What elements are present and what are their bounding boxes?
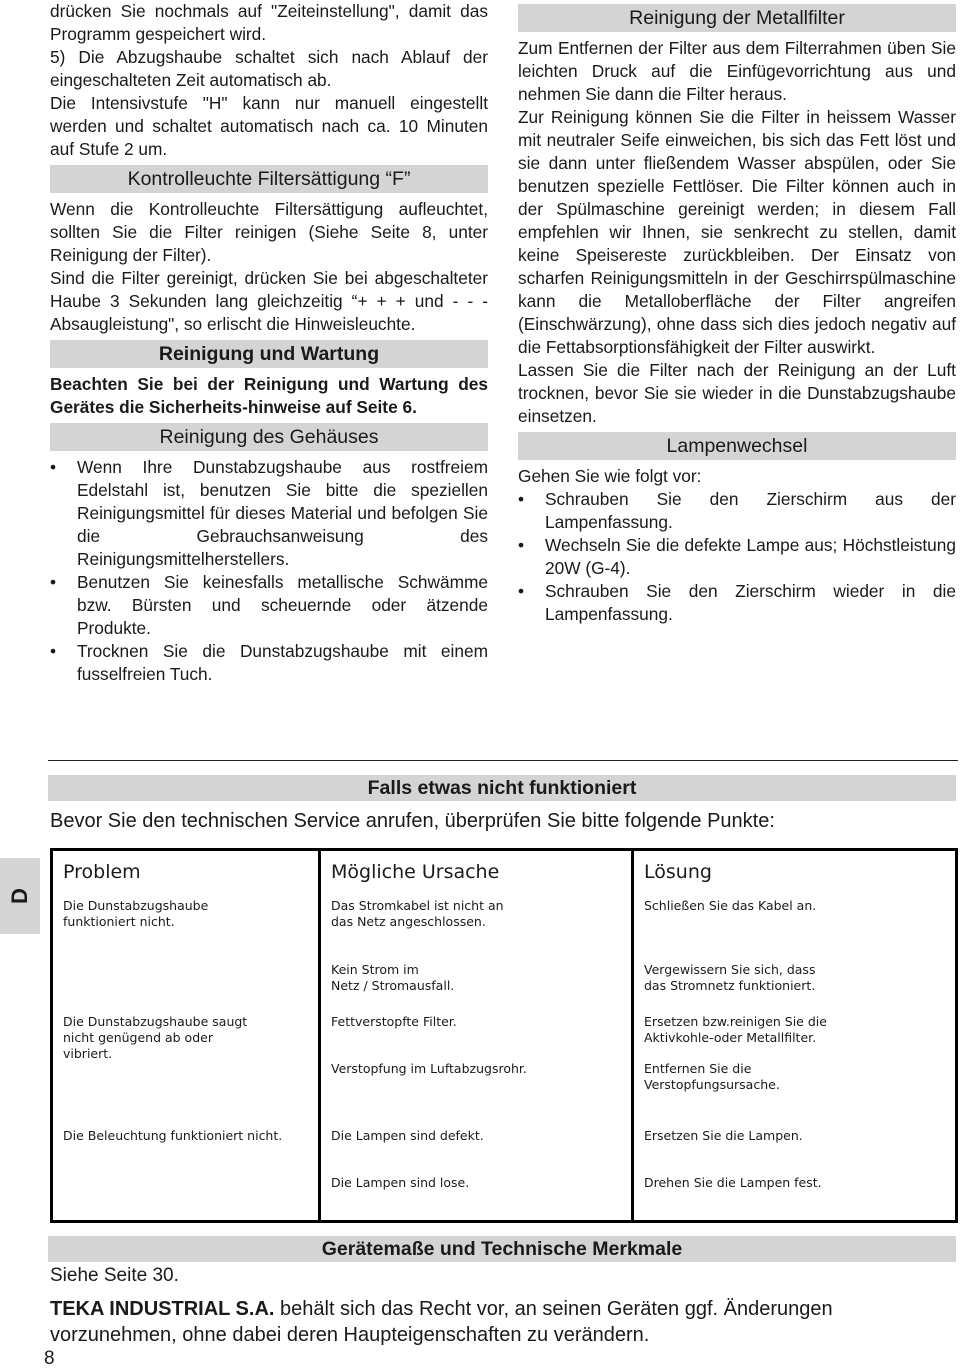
paragraph: Gehen Sie wie folgt vor: [518, 466, 702, 486]
solution-column [631, 851, 955, 1220]
table-cell: Schließen Sie das Kabel an. [644, 898, 817, 913]
page-number: 8 [44, 1348, 55, 1369]
left-column [50, 0, 488, 686]
table-cell: Entfernen Sie die Verstopfungsursache. [644, 1061, 780, 1092]
section-heading-metal-filter: Reinigung der Metallfilter [518, 4, 956, 32]
problem-column [53, 851, 318, 1220]
right-column [518, 0, 956, 626]
section-heading-lamp: Lampenwechsel [518, 432, 956, 460]
table-cell: Verstopfung im Luftabzugsrohr. [331, 1061, 527, 1076]
column-header-solution: Lösung [644, 861, 712, 883]
column-header-cause: Mögliche Ursache [331, 861, 500, 883]
section-heading-cleaning: Reinigung und Wartung [50, 340, 488, 368]
paragraph: Wenn die Kontrolleuchte Filtersättigung aufleuchtet, sollten Sie die Filter reinigen (Siehe Seite 8, unter Reinigung der Filter). [50, 199, 488, 265]
paragraph: Sind die Filter gereinigt, drücken Sie bei abgeschalteter Haube 3 Sekunden lang gleichzeitig “+ + + und - - - Absaugleistung", so erlischt die Hinweisleuchte. [50, 268, 488, 334]
disclaimer [50, 1296, 960, 1348]
paragraph: Lassen Sie die Filter nach der Reinigung an der Luft trocknen, bevor Sie sie wieder in die Dunstabzugshaube einsetzen. [518, 360, 956, 426]
table-cell: Fettverstopfte Filter. [331, 1014, 457, 1029]
list-item: • Benutzen Sie keinesfalls metallische Schwämme bzw. Bürsten und scheuernde oder ätzende Produkte. [50, 571, 488, 640]
table-cell: Die Dunstabzugshaube saugt nicht genügend ab oder vibriert. [63, 1014, 248, 1061]
troubleshooting-heading: Falls etwas nicht funktioniert [48, 775, 956, 801]
table-cell: Die Lampen sind lose. [331, 1175, 470, 1190]
table-cell: Ersetzen Sie die Lampen. [644, 1128, 803, 1143]
divider [48, 760, 958, 761]
language-tab: D [0, 858, 40, 934]
list-item: • Trocknen Sie die Dunstabzugshaube mit einem fusselfreien Tuch. [50, 640, 488, 686]
table-cell: Vergewissern Sie sich, dass das Stromnetz funktioniert. [644, 962, 816, 993]
disclaimer-text: behält sich das Recht vor, an seinen Geräten ggf. Änderungen vorzunehmen, ohne dabei deren Haupteigenschaften zu verändern. [50, 1298, 833, 1346]
paragraph: 5) Die Abzugshaube schaltet sich nach Ablauf der eingeschalteten Zeit automatisch ab. [50, 47, 488, 90]
list-item: • Wenn Ihre Dunstabzugshaube aus rostfreiem Edelstahl ist, benutzen Sie bitte die speziellen Reinigungsmittel für dieses Material und befolgen Sie die Gebrauchsanweisung des Reinigungsmittelherstellers. [50, 456, 488, 571]
paragraph: drücken Sie nochmals auf "Zeiteinstellung", damit das Programm gespeichert wird. [50, 1, 488, 44]
list-item: • Wechseln Sie die defekte Lampe aus; Höchstleistung 20W (G-4). [518, 534, 956, 580]
company-name: TEKA INDUSTRIAL S.A. [50, 1298, 275, 1320]
paragraph: Beachten Sie bei der Reinigung und Wartung des Gerätes die Sicherheits-hinweise auf Seite 6. [50, 374, 488, 417]
section-heading-housing: Reinigung des Gehäuses [50, 423, 488, 451]
table-cell: Die Dunstabzugshaube funktioniert nicht. [63, 898, 209, 929]
table-cell: Die Lampen sind defekt. [331, 1128, 484, 1143]
paragraph: Zur Reinigung können Sie die Filter in heissem Wasser mit neutraler Seife einweichen, bis sich das Fett löst und sie dann unter fließendem Wasser abspülen, oder Sie benutzen spezielle Fettlöser. Die Filter können auch in der Spülmaschine gereinigt werden; in diesem Fall empfehlen wir Ihnen, sie senkrecht zu stellen, damit keine Speisereste zurückbleiben. Der Einsatz von scharfen Reinigungsmitteln in der Geschirrspülmaschine kann die Metalloberfläche der Filter angreifen (Einschwärzung), ohne dass sich dies jedoch negativ auf die Fettabsorptionsfähigkeit der Filter auswirkt. [518, 107, 956, 357]
housing-list [50, 456, 488, 686]
section-heading-filter-light: Kontrolleuchte Filtersättigung “F” [50, 165, 488, 193]
specs-heading: Gerätemaße und Technische Merkmale [48, 1236, 956, 1262]
table-cell: Das Stromkabel ist nicht an das Netz angeschlossen. [331, 898, 504, 929]
table-cell: Die Beleuchtung funktioniert nicht. [63, 1128, 283, 1143]
table-cell: Kein Strom im Netz / Stromausfall. [331, 962, 455, 993]
paragraph: Zum Entfernen der Filter aus dem Filterrahmen üben Sie leichten Druck auf die Einfügevorrichtung aus und nehmen Sie dann die Filter heraus. [518, 38, 956, 104]
troubleshooting-intro: Bevor Sie den technischen Service anrufen, überprüfen Sie bitte folgende Punkte: [50, 810, 775, 832]
specs-text: Siehe Seite 30. [50, 1265, 179, 1286]
paragraph: Die Intensivstufe "H" kann nur manuell eingestellt werden und schaltet automatisch nach ca. 10 Minuten auf Stufe 2 um. [50, 93, 488, 159]
table-cell: Ersetzen bzw.reinigen Sie die Aktivkohle-oder Metallfilter. [644, 1014, 827, 1045]
troubleshooting-table [50, 848, 958, 1223]
lamp-list [518, 488, 956, 626]
table-cell: Drehen Sie die Lampen fest. [644, 1175, 822, 1190]
list-item: • Schrauben Sie den Zierschirm wieder in die Lampenfassung. [518, 580, 956, 626]
cause-column [318, 851, 631, 1220]
column-header-problem: Problem [63, 861, 141, 883]
list-item: • Schrauben Sie den Zierschirm aus der Lampenfassung. [518, 488, 956, 534]
